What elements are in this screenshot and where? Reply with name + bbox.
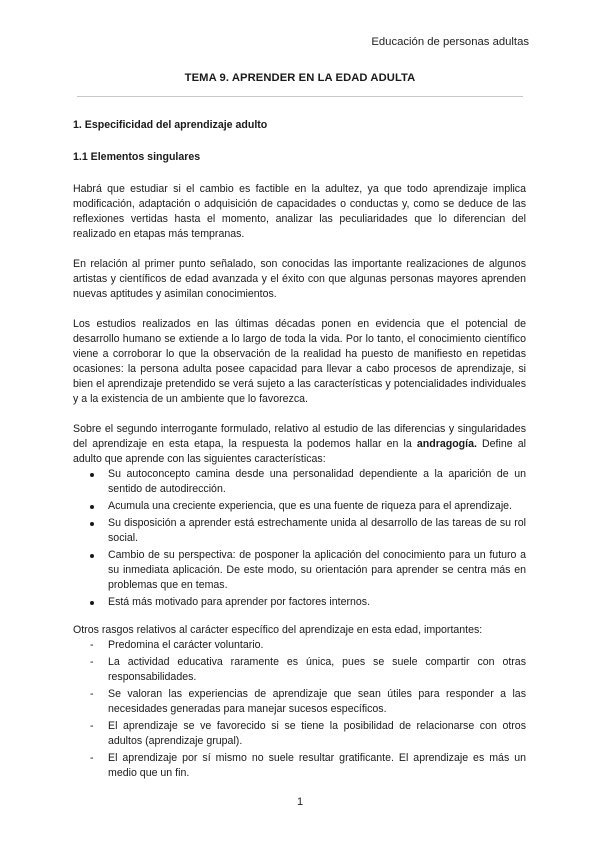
list-item: - La actividad educativa raramente es única, pues se suele compartir con otras responsabilidades. [73, 655, 526, 685]
andragogia-paragraph [73, 422, 526, 467]
paragraph-3: Los estudios realizados en las últimas décadas ponen en evidencia que el potencial de desarrollo humano se extiende a lo largo de toda la vida. Por lo tanto, el conocimiento científico viene a corroborar lo que la observación de la realidad ha puesto de manifiesto en repetidas ocasiones: la persona adulta posee capacidad para llevar a cabo procesos de aprendizaje, si bien el aprendizaje pretendido se verá sujeto a las características y potencialidades individuales y a la existencia de un ambiente que lo favorezca. [73, 318, 526, 405]
andragogia-text-before: Sobre el segundo interrogante formulado, relativo al estudio de las diferencias y singularidades del aprendizaje en esta etapa, la respuesta la podemos hallar en la [73, 423, 526, 450]
paragraph-1: Habrá que estudiar si el cambio es factible en la adultez, ya que todo aprendizaje implica modificación, adaptación o adquisición de capacidades o conductas y, como se deduce de las reflexiones vertidas hasta el momento, analizar las peculiaridades que lo diferencian del realizado en etapas más tempranas. [73, 183, 526, 240]
title-divider [77, 96, 523, 97]
subsection-heading: 1.1 Elementos singulares [73, 151, 201, 163]
andragogia-text-after: Define al adulto que aprende con las siguientes características: [73, 438, 526, 465]
list-item: - Se valoran las experiencias de aprendizaje que sean útiles para responder a las necesidades generadas para manejar sucesos específicos. [73, 687, 526, 717]
running-header: Educación de personas adultas [371, 36, 529, 48]
traits-list [73, 638, 526, 781]
section-heading: 1. Especificidad del aprendizaje adulto [73, 119, 268, 131]
document-body [73, 118, 526, 783]
list-item: Cambio de su perspectiva: de posponer la aplicación del conocimiento para un futuro a su inmediata aplicación. De este modo, su orientación para aprender se centra más en problemas que en temas. [73, 548, 526, 593]
andragogia-term: andragogía. [416, 438, 477, 450]
other-traits-intro: Otros rasgos relativos al carácter específico del aprendizaje en esta edad, importantes: [73, 624, 483, 636]
characteristics-list [73, 467, 526, 610]
page-number: 1 [296, 796, 304, 808]
list-item: Su autoconcepto camina desde una personalidad dependiente a la aparición de un sentido de autodirección. [73, 467, 526, 497]
paragraph-2: En relación al primer punto señalado, son conocidas las importante realizaciones de algunos artistas y científicos de edad avanzada y el éxito con que algunas personas mayores aprenden nuevas aptitudes y asimilan conocimientos. [73, 258, 526, 300]
list-item: Está más motivado para aprender por factores internos. [73, 595, 526, 610]
list-item: - Predomina el carácter voluntario. [73, 638, 526, 653]
page-title: TEMA 9. APRENDER EN LA EDAD ADULTA [184, 72, 416, 84]
list-item: Su disposición a aprender está estrechamente unida al desarrollo de las tareas de su rol social. [73, 516, 526, 546]
list-item: - El aprendizaje se ve favorecido si se tiene la posibilidad de relacionarse con otros adultos (aprendizaje grupal). [73, 719, 526, 749]
list-item: - El aprendizaje por sí mismo no suele resultar gratificante. El aprendizaje es más un medio que un fin. [73, 751, 526, 781]
list-item: Acumula una creciente experiencia, que es una fuente de riqueza para el aprendizaje. [73, 499, 526, 514]
